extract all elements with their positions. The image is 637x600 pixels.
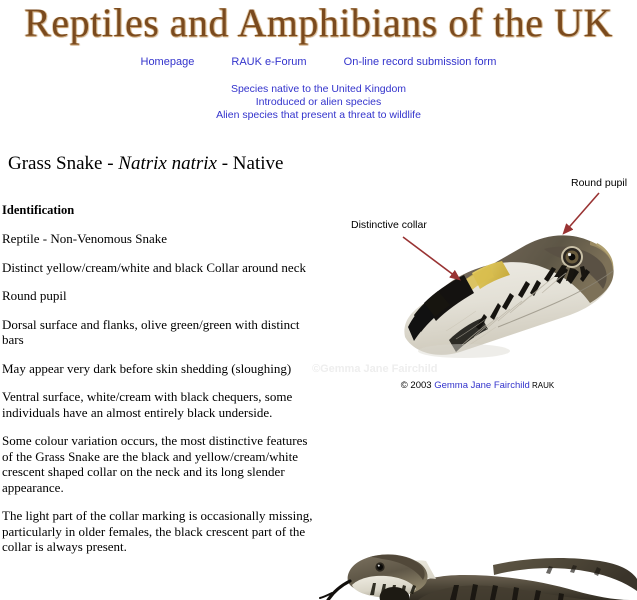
identification-paragraph: Distinct yellow/cream/white and black Collar around neck <box>2 259 306 275</box>
label-distinctive-collar: Distinctive collar <box>351 219 427 231</box>
page-title-scientific-name: Natrix natrix <box>118 153 217 174</box>
snake-body-figure <box>318 505 637 600</box>
credit-organisation: RAUK <box>531 381 555 390</box>
site-title: Reptiles and Amphibians of the UK <box>24 0 613 45</box>
identification-text-column <box>0 203 318 555</box>
page-title-status: - Native <box>216 153 284 174</box>
identification-paragraph: Some colour variation occurs, the most distinctive features of the Grass Snake are the black and yellow/cream/white crescent shaped collar on the neck and its long slender appearance. <box>2 433 308 495</box>
nav-link-rauk-eforum[interactable]: RAUK e-Forum <box>231 56 307 68</box>
snake-head-figure <box>312 167 637 417</box>
identification-paragraph: Ventral surface, white/cream with black chequers, some individuals have an almost entirely black underside. <box>2 389 293 420</box>
primary-navigation <box>0 56 637 68</box>
nav-link-native-species[interactable]: Species native to the United Kingdom <box>230 83 407 95</box>
credit-photographer: Gemma Jane Fairchild <box>434 380 530 391</box>
identification-paragraph: Round pupil <box>2 288 67 303</box>
snake-head-photo <box>394 219 624 359</box>
credit-copyright: © 2003 <box>400 380 435 391</box>
nav-link-introduced-species[interactable]: Introduced or alien species <box>255 96 382 108</box>
section-heading-identification: Identification <box>2 203 75 217</box>
image-credit <box>318 380 637 391</box>
identification-paragraph: May appear very dark before skin shedding (sloughing) <box>2 360 292 376</box>
species-category-navigation <box>0 83 637 122</box>
main-content <box>0 177 637 555</box>
nav-link-record-submission[interactable]: On-line record submission form <box>343 56 497 68</box>
identification-paragraph: Reptile - Non-Venomous Snake <box>2 231 168 246</box>
identification-paragraph: Dorsal surface and flanks, olive green/green with distinct bars <box>2 316 300 347</box>
label-round-pupil: Round pupil <box>571 177 628 189</box>
nav-link-threat-species[interactable]: Alien species that present a threat to wildlife <box>216 109 421 121</box>
image-watermark: ©Gemma Jane Fairchild <box>312 363 438 375</box>
nav-link-homepage[interactable]: Homepage <box>140 56 195 68</box>
identification-paragraph: The light part of the collar marking is occasionally missing, particularly in older females, the black crescent part of the collar is always present. <box>2 508 313 554</box>
page-title-common-name: Grass Snake - <box>8 153 119 174</box>
site-banner <box>0 0 637 46</box>
snake-body-photo <box>318 505 637 600</box>
